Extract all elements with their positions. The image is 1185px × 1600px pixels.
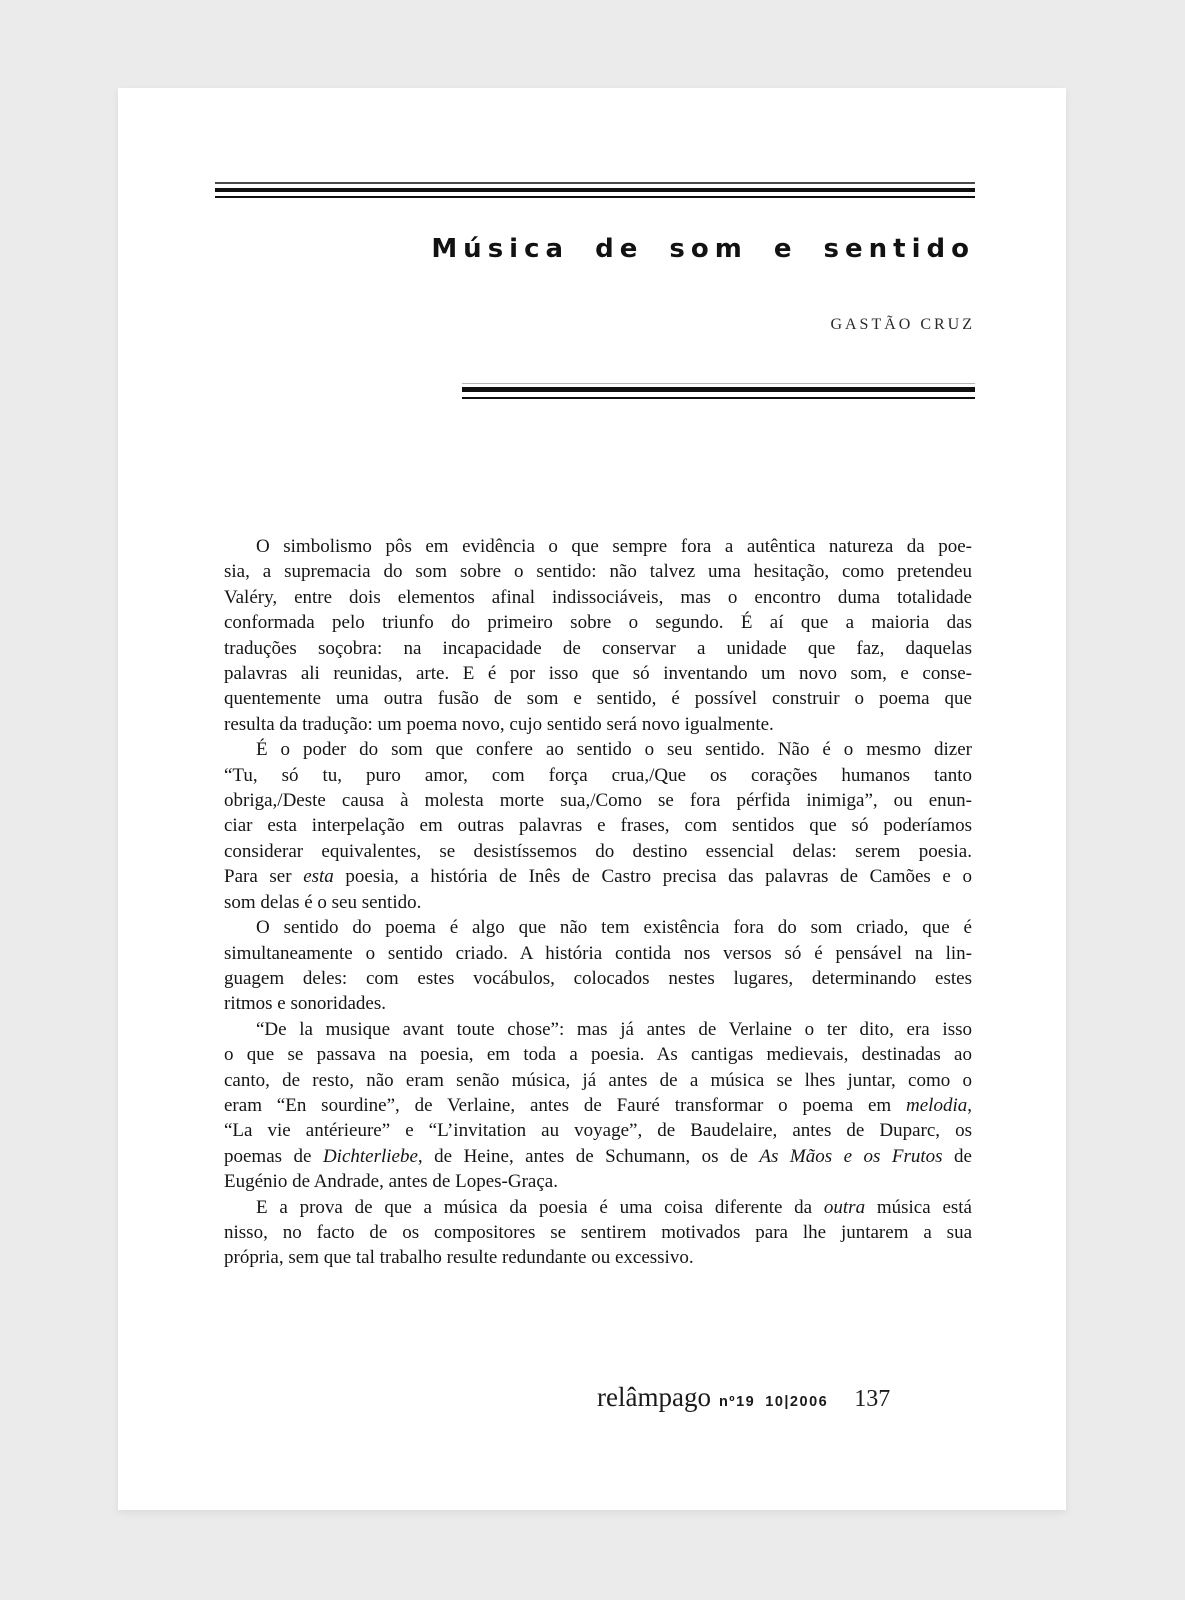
body-paragraph — [224, 1195, 972, 1271]
body-text-line: E a prova de que a música da poesia é uma coisa diferente da outra música está — [256, 1196, 972, 1218]
rule-thick-line — [215, 188, 975, 193]
issue-date: 10|2006 — [765, 1394, 829, 1410]
rule-thin-line — [462, 397, 975, 399]
body-text-line: sia, a supremacia do som sobre o sentido: não talvez uma hesitação, como pretendeu — [224, 561, 972, 583]
rule-hairline — [462, 383, 975, 384]
document-page — [118, 88, 1066, 1510]
body-text-line: “La vie antérieure” e “L’invitation au voyage”, de Baudelaire, antes de Duparc, os — [224, 1120, 972, 1142]
body-text-line: palavras ali reunidas, arte. E é por isso que só inventando um novo som, e conse- — [224, 663, 972, 685]
body-paragraph — [224, 534, 972, 737]
issue-number: nº19 — [718, 1394, 756, 1410]
article-body — [224, 534, 972, 1271]
body-text-line: É o poder do som que confere ao sentido o seu sentido. Não é o mesmo dizer — [256, 739, 972, 761]
body-text-line: “De la musique avant toute chose”: mas já antes de Verlaine o ter dito, era isso — [256, 1018, 972, 1040]
rule-hairline — [215, 182, 975, 184]
article-title: Música de som e sentido — [431, 234, 975, 264]
body-text-line: resulta da tradução: um poema novo, cujo sentido será novo igualmente. — [224, 713, 774, 735]
header-rule-bottom — [462, 383, 975, 399]
body-text-line: nisso, no facto de os compositores se sentirem motivados para lhe juntarem a sua — [224, 1221, 972, 1243]
body-text-line: Para ser esta poesia, a história de Inês de Castro precisa das palavras de Camões e o — [224, 866, 972, 888]
body-text-line: canto, de resto, não eram senão música, já antes de a música se lhes juntar, como o — [224, 1069, 972, 1091]
body-text-line: ciar esta interpelação em outras palavras e frases, com sentidos que só poderíamos — [224, 815, 972, 837]
body-text-line: traduções soçobra: na incapacidade de conservar a unidade que faz, daquelas — [224, 637, 972, 659]
body-text-line: o que se passava na poesia, em toda a poesia. As cantigas medievais, destinadas ao — [224, 1044, 972, 1066]
body-paragraph — [224, 1017, 972, 1195]
body-text-line: quentemente uma outra fusão de som e sentido, é possível construir o poema que — [224, 688, 972, 710]
body-paragraph — [224, 737, 972, 915]
body-text-line: “Tu, só tu, puro amor, com força crua,/Que os corações humanos tanto — [224, 764, 972, 786]
body-text-line: Valéry, entre dois elementos afinal indissociáveis, mas o encontro duma totalidade — [224, 586, 972, 608]
body-text-line: considerar equivalentes, se desistíssemos do destino essencial delas: serem poesia. — [224, 840, 972, 862]
author-name: GASTÃO CRUZ — [830, 316, 975, 333]
body-text-line: eram “En sourdine”, de Verlaine, antes de Fauré transformar o poema em melodia, — [224, 1094, 972, 1116]
body-text-line: ritmos e sonoridades. — [224, 993, 387, 1015]
body-text-line: poemas de Dichterliebe, de Heine, antes de Schumann, os de As Mãos e os Frutos de — [224, 1145, 972, 1167]
rule-thick-line — [462, 387, 975, 392]
body-paragraph — [224, 915, 972, 1017]
body-text-line: O sentido do poema é algo que não tem existência fora do som criado, que é — [256, 917, 972, 939]
journal-logo: relâmpago — [597, 1382, 711, 1412]
body-text-line: simultaneamente o sentido criado. A história contida nos versos só é pensável na lin- — [224, 942, 972, 964]
header-rule-top — [215, 182, 975, 198]
body-text-line: O simbolismo pôs em evidência o que sempre fora a autêntica natureza da poe- — [256, 536, 972, 557]
body-text-line: guagem deles: com estes vocábulos, colocados nestes lugares, determinando estes — [224, 967, 972, 989]
footer — [597, 1382, 890, 1413]
rule-thin-line — [215, 196, 975, 198]
body-text-line: própria, sem que tal trabalho resulte redundante ou excessivo. — [224, 1247, 694, 1269]
page-number: 137 — [854, 1386, 891, 1412]
body-text-line: conformada pelo triunfo do primeiro sobre o segundo. É aí que a maioria das — [224, 612, 972, 634]
body-text-line: som delas é o seu sentido. — [224, 891, 422, 913]
body-text-line: obriga,/Deste causa à molesta morte sua,/Como se fora pérfida inimiga”, ou enun- — [224, 790, 972, 812]
body-text-line: Eugénio de Andrade, antes de Lopes-Graça. — [224, 1171, 558, 1193]
